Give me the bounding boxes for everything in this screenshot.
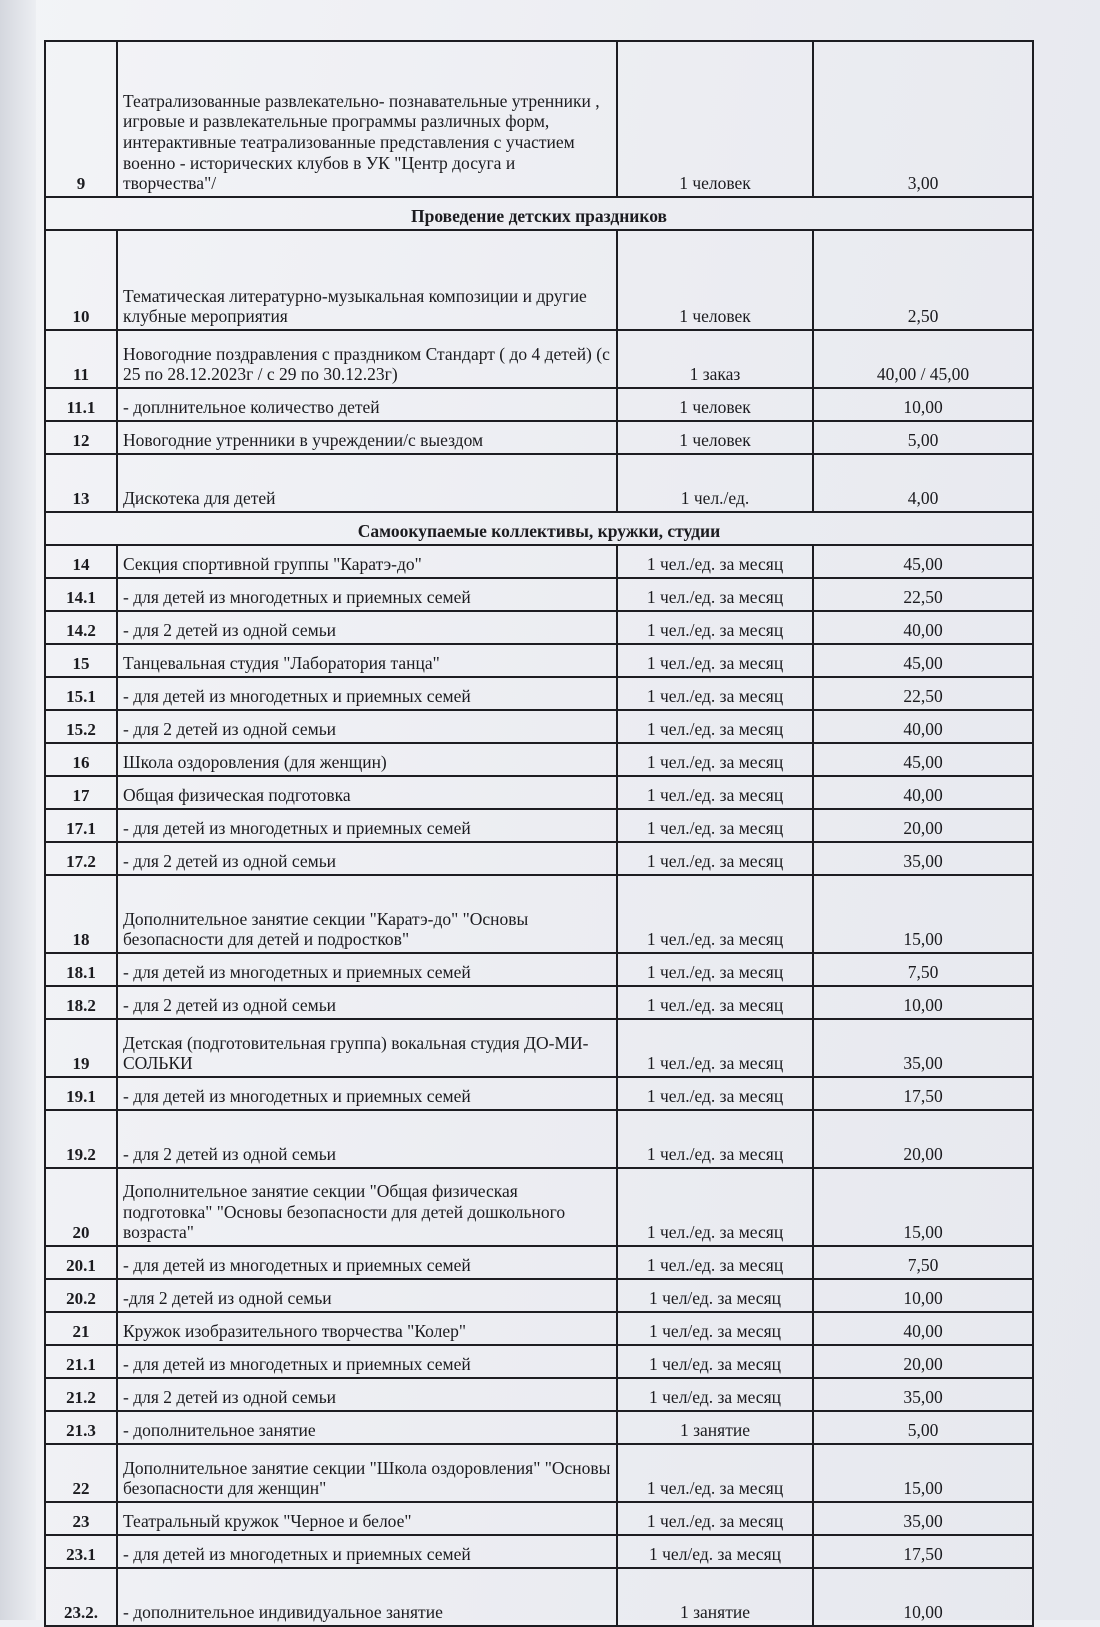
service-name-cell: Дополнительное занятие секции "Общая физическая подготовка" "Основы безопасности для детей дошкольного возраста" [117,1168,617,1246]
price-cell: 40,00 / 45,00 [813,330,1033,388]
price-cell: 35,00 [813,1378,1033,1411]
unit-cell: 1 человек [617,388,813,421]
price-cell: 35,00 [813,842,1033,875]
section-header-row [45,512,1033,545]
row-number-cell: 18.2 [45,986,117,1019]
price-cell: 20,00 [813,1345,1033,1378]
unit-cell: 1 чел./ед. за месяц [617,644,813,677]
page-fold-shadow [0,0,36,1620]
unit-cell: 1 чел./ед. за месяц [617,986,813,1019]
service-name-cell: Кружок изобразительного творчества "Колер" [117,1312,617,1345]
row-number-cell: 23.1 [45,1535,117,1568]
price-cell: 10,00 [813,1279,1033,1312]
unit-cell: 1 чел/ед. за месяц [617,1378,813,1411]
service-name-cell: - для детей из многодетных и приемных семей [117,677,617,710]
service-name-cell: -для 2 детей из одной семьи [117,1279,617,1312]
unit-cell: 1 занятие [617,1411,813,1444]
row-number-cell: 21.3 [45,1411,117,1444]
table-row [45,611,1033,644]
unit-cell: 1 чел./ед. за месяц [617,1246,813,1279]
table-row [45,1019,1033,1077]
table-row [45,545,1033,578]
service-name-cell: - для 2 детей из одной семьи [117,1378,617,1411]
price-cell: 20,00 [813,809,1033,842]
table-row [45,776,1033,809]
unit-cell: 1 чел./ед. за месяц [617,842,813,875]
service-name-cell: Театрализованные развлекательно- познавательные утренники , игровые и развлекательные программы различных форм, интерактивные театрализованные представления с участием военно - исторических клубов в УК "Центр досуга и творчества"/ [117,41,617,197]
price-cell: 15,00 [813,875,1033,953]
service-name-cell: Театральный кружок "Черное и белое" [117,1502,617,1535]
price-cell: 2,50 [813,230,1033,330]
unit-cell: 1 чел./ед. за месяц [617,1019,813,1077]
row-number-cell: 21 [45,1312,117,1345]
service-name-cell: Дополнительное занятие секции "Каратэ-до" "Основы безопасности для детей и подростков" [117,875,617,953]
table-row [45,1110,1033,1168]
unit-cell: 1 чел./ед. за месяц [617,809,813,842]
section-title: Проведение детских праздников [45,197,1033,230]
table-row [45,1378,1033,1411]
table-row [45,677,1033,710]
service-name-cell: - для 2 детей из одной семьи [117,1110,617,1168]
price-cell: 35,00 [813,1019,1033,1077]
service-name-cell: Дискотека для детей [117,454,617,512]
row-number-cell: 17 [45,776,117,809]
table-row [45,1168,1033,1246]
row-number-cell: 13 [45,454,117,512]
unit-cell: 1 чел./ед. за месяц [617,875,813,953]
price-cell: 22,50 [813,578,1033,611]
row-number-cell: 10 [45,230,117,330]
section-title: Самоокупаемые коллективы, кружки, студии [45,512,1033,545]
service-name-cell: - для 2 детей из одной семьи [117,842,617,875]
row-number-cell: 18 [45,875,117,953]
price-table [44,40,1034,1627]
row-number-cell: 12 [45,421,117,454]
row-number-cell: 17.1 [45,809,117,842]
price-cell: 45,00 [813,545,1033,578]
row-number-cell: 17.2 [45,842,117,875]
row-number-cell: 16 [45,743,117,776]
unit-cell: 1 занятие [617,1568,813,1626]
price-cell: 4,00 [813,454,1033,512]
price-cell: 5,00 [813,1411,1033,1444]
row-number-cell: 22 [45,1444,117,1502]
table-row [45,230,1033,330]
price-cell: 40,00 [813,611,1033,644]
price-cell: 20,00 [813,1110,1033,1168]
price-cell: 10,00 [813,388,1033,421]
unit-cell: 1 заказ [617,330,813,388]
price-table-body [45,41,1033,1626]
price-cell: 15,00 [813,1444,1033,1502]
table-row [45,454,1033,512]
service-name-cell: - для детей из многодетных и приемных семей [117,809,617,842]
unit-cell: 1 человек [617,41,813,197]
service-name-cell: - для 2 детей из одной семьи [117,986,617,1019]
unit-cell: 1 чел./ед. за месяц [617,953,813,986]
price-cell: 5,00 [813,421,1033,454]
unit-cell: 1 чел./ед. за месяц [617,710,813,743]
table-row [45,388,1033,421]
price-cell: 45,00 [813,743,1033,776]
unit-cell: 1 чел./ед. за месяц [617,578,813,611]
table-row [45,578,1033,611]
row-number-cell: 19.1 [45,1077,117,1110]
unit-cell: 1 чел./ед. за месяц [617,743,813,776]
row-number-cell: 9 [45,41,117,197]
unit-cell: 1 чел./ед. за месяц [617,1110,813,1168]
unit-cell: 1 человек [617,230,813,330]
row-number-cell: 11.1 [45,388,117,421]
service-name-cell: Секция спортивной группы "Каратэ-до" [117,545,617,578]
service-name-cell: - для детей из многодетных и приемных семей [117,1246,617,1279]
unit-cell: 1 чел./ед. за месяц [617,677,813,710]
unit-cell: 1 чел/ед. за месяц [617,1279,813,1312]
price-cell: 10,00 [813,1568,1033,1626]
price-cell: 40,00 [813,710,1033,743]
table-row [45,1411,1033,1444]
row-number-cell: 21.2 [45,1378,117,1411]
unit-cell: 1 чел./ед. [617,454,813,512]
service-name-cell: - для детей из многодетных и приемных семей [117,578,617,611]
table-row [45,875,1033,953]
row-number-cell: 21.1 [45,1345,117,1378]
unit-cell: 1 чел/ед. за месяц [617,1312,813,1345]
price-cell: 17,50 [813,1535,1033,1568]
service-name-cell: - для детей из многодетных и приемных семей [117,1345,617,1378]
row-number-cell: 18.1 [45,953,117,986]
row-number-cell: 20 [45,1168,117,1246]
price-cell: 10,00 [813,986,1033,1019]
price-cell: 7,50 [813,1246,1033,1279]
table-row [45,1345,1033,1378]
service-name-cell: Школа оздоровления (для женщин) [117,743,617,776]
row-number-cell: 19.2 [45,1110,117,1168]
service-name-cell: Детская (подготовительная группа) вокальная студия ДО-МИ-СОЛЬКИ [117,1019,617,1077]
table-row [45,1568,1033,1626]
price-cell: 40,00 [813,1312,1033,1345]
row-number-cell: 20.1 [45,1246,117,1279]
table-row [45,743,1033,776]
service-name-cell: Тематическая литературно-музыкальная композиции и другие клубные мероприятия [117,230,617,330]
row-number-cell: 11 [45,330,117,388]
service-name-cell: - доплнительное количество детей [117,388,617,421]
row-number-cell: 15.1 [45,677,117,710]
service-name-cell: - дополнительное индивидуальное занятие [117,1568,617,1626]
section-header-row [45,197,1033,230]
price-cell: 35,00 [813,1502,1033,1535]
unit-cell: 1 чел/ед. за месяц [617,1535,813,1568]
table-row [45,421,1033,454]
table-row [45,41,1033,197]
service-name-cell: - для детей из многодетных и приемных семей [117,1535,617,1568]
table-row [45,330,1033,388]
row-number-cell: 23 [45,1502,117,1535]
service-name-cell: Дополнительное занятие секции "Школа оздоровления" "Основы безопасности для женщин" [117,1444,617,1502]
service-name-cell: - для 2 детей из одной семьи [117,611,617,644]
unit-cell: 1 чел./ед. за месяц [617,611,813,644]
unit-cell: 1 чел./ед. за месяц [617,1444,813,1502]
row-number-cell: 14.1 [45,578,117,611]
row-number-cell: 14 [45,545,117,578]
price-cell: 22,50 [813,677,1033,710]
unit-cell: 1 чел./ед. за месяц [617,1168,813,1246]
row-number-cell: 15 [45,644,117,677]
table-row [45,842,1033,875]
table-row [45,644,1033,677]
row-number-cell: 14.2 [45,611,117,644]
price-cell: 45,00 [813,644,1033,677]
service-name-cell: - для детей из многодетных и приемных семей [117,953,617,986]
service-name-cell: - для детей из многодетных и приемных семей [117,1077,617,1110]
table-row [45,1535,1033,1568]
table-row [45,1312,1033,1345]
row-number-cell: 23.2. [45,1568,117,1626]
table-row [45,1502,1033,1535]
unit-cell: 1 человек [617,421,813,454]
price-cell: 15,00 [813,1168,1033,1246]
table-row [45,1279,1033,1312]
price-cell: 40,00 [813,776,1033,809]
price-cell: 3,00 [813,41,1033,197]
price-cell: 7,50 [813,953,1033,986]
service-name-cell: - дополнительное занятие [117,1411,617,1444]
table-row [45,1246,1033,1279]
service-name-cell: Танцевальная студия "Лаборатория танца" [117,644,617,677]
row-number-cell: 15.2 [45,710,117,743]
table-row [45,953,1033,986]
service-name-cell: Новогодние утренники в учреждении/с выездом [117,421,617,454]
row-number-cell: 19 [45,1019,117,1077]
unit-cell: 1 чел./ед. за месяц [617,1077,813,1110]
unit-cell: 1 чел/ед. за месяц [617,1345,813,1378]
table-row [45,809,1033,842]
service-name-cell: Общая физическая подготовка [117,776,617,809]
price-cell: 17,50 [813,1077,1033,1110]
row-number-cell: 20.2 [45,1279,117,1312]
table-row [45,1444,1033,1502]
table-row [45,986,1033,1019]
table-row [45,1077,1033,1110]
table-row [45,710,1033,743]
service-name-cell: Новогодние поздравления с праздником Стандарт ( до 4 детей) (с 25 по 28.12.2023г / с 29 по 30.12.23г) [117,330,617,388]
unit-cell: 1 чел./ед. за месяц [617,776,813,809]
unit-cell: 1 чел./ед. за месяц [617,1502,813,1535]
unit-cell: 1 чел./ед. за месяц [617,545,813,578]
service-name-cell: - для 2 детей из одной семьи [117,710,617,743]
